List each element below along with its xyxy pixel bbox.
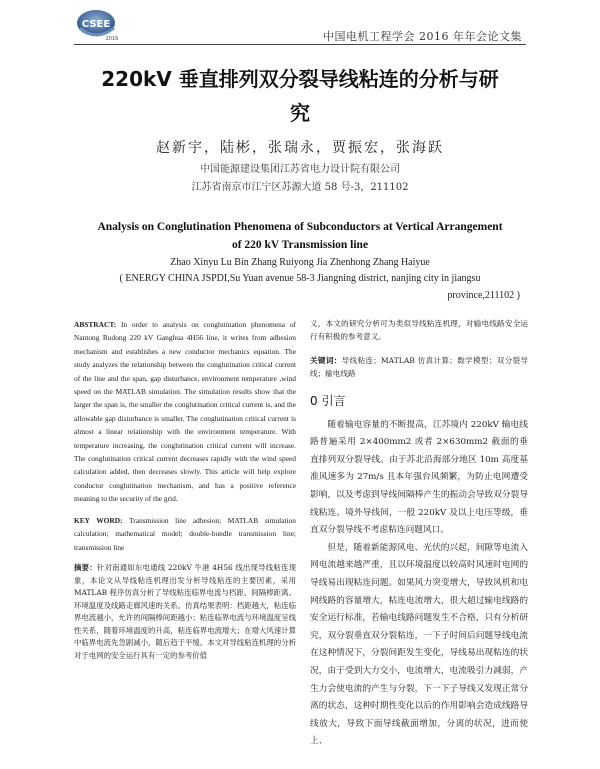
- abstract-cn-label: 摘要：: [74, 562, 97, 572]
- section-heading-intro: 0 引言: [310, 393, 346, 408]
- title-cn-line-2: 究: [290, 101, 310, 125]
- csee-logo-icon: [74, 8, 124, 42]
- keywords-en: [74, 514, 296, 554]
- left-column: [74, 318, 296, 663]
- header-rule: [74, 44, 526, 45]
- abstract-cn-text: 针对南通如东电通线 220kV 牛港 4H56 线出现导线粘连现象，本论文从导线粘连机理出发分析导线粘连的主要因素，采用 MATLAB 程序仿真分析了导线粘连临界电流与档距、间隔棒距离、环境温度及线路走廊风速的关系。仿真结果表明：档距越大，粘连临界电流越小，允许的间隔棒间距越小；粘连临界电流与环境温度呈线性关系，随着环境温度的升高，粘连临界电流增大；在增大风速计算中临界电流先急剧减小，随后趋于平缓。本文对导线粘连机理的分析对于电网的安全运行具有一定的参考价值: [74, 562, 296, 661]
- keywords-cn-label: 关键词：: [310, 355, 342, 365]
- paper-title-en: [70, 218, 530, 254]
- abstract-en: [74, 318, 296, 506]
- abstract-cn: [74, 562, 296, 663]
- affiliation-en-cont: province,211102 ): [447, 290, 520, 301]
- abstract-en-text: In order to analysis on conglutination phenomena of Nantong Rudong 220 kV Ganghua 4H56 line, it writes from adhesion mechanism and establishes a new conductor mechanics equation. The study analyzes the relationship between the conglutination critical current of the line and the span, gap disturbance, environment temperature ,wind speed on the MATLAB simulation. The simulation results show that the larger the span is, the smaller the conglutination critical current is, and the allowable gap disturbance is smaller. The conglutination critical current is almost a linear relationship with the environment temperature. With temperature increasing, the conglutination critical current will increase. The conglutination critical current decreases rapidly with the wind speed calculation added, then decreases slowly. This article will help explore conductor conglutination mechanism, and has a positive reference meaning to the security of the grid.: [74, 320, 296, 504]
- keywords-cn-text: 导线粘连；MATLAB 仿真计算；数学模型；双分裂导线；输电线路: [310, 355, 528, 378]
- paper-title-cn: [70, 62, 530, 130]
- title-cn-line-1: 220kV 垂直排列双分裂导线粘连的分析与研: [101, 67, 499, 91]
- svg-text:CSEE: CSEE: [81, 19, 111, 30]
- keywords-en-label: KEY WORD:: [74, 515, 123, 525]
- authors-en: Zhao Xinyu Lu Bin Zhang Ruiyong Jia Zhenhong Zhang Haiyue: [170, 257, 430, 268]
- title-en-line-1: Analysis on Conglutination Phenomena of Subconductors at Vertical Arrangement: [97, 221, 503, 233]
- right-column: [310, 318, 528, 751]
- abstract-en-label: ABSTRACT:: [74, 320, 117, 329]
- svg-text:2016: 2016: [105, 36, 119, 42]
- affiliation-en: ( ENERGY CHINA JSPDI,Su Yuan avenue 58-3 Jiangning district, nanjing city in jiangsu: [119, 273, 481, 284]
- address-cn: 江苏省南京市江宁区苏源大道 58 号-3，211102: [191, 182, 409, 193]
- abstract-cn-continued: 义，本文的研究分析可为类似导线粘连机理，对输电线路安全运行有积极的参考意义。: [310, 319, 528, 341]
- keywords-cn: [310, 354, 528, 380]
- title-en-line-2: of 220 kV Transmission line: [231, 239, 369, 251]
- affiliation-cn: 中国能源建设集团江苏省电力设计院有限公司: [200, 164, 400, 175]
- intro-paragraph-1: 随着输电容量的不断提高，江苏境内 220kV 输电线路普遍采用 2×400mm2 或者 2×630mm2 截面的垂直排列双分裂导线。由于苏北沿海部分地区 10m 高度基准风速多为 27m/s 且本年强台风频繁，为防止电网遭受影响，以及考虑到导线间隔棒产生的振动会导致双分裂导线粘连。境外导线间，一般 220kV 及以上电压等级，垂直双分裂导线不考虑粘连问题风口。: [310, 419, 528, 536]
- authors-cn: 赵新宇，陆彬，张瑞永，贾振宏，张海跃: [156, 140, 444, 156]
- intro-paragraph-2: 但是，随着新能源风电、光伏的兴起，间隙等电流入网电流越来越严重，且以环境温度以较高时风速时电网的导线易出现粘连问题。如果风力突变增大，导致风机和电网线路的容量增大，粘连电流增大，很大超过输电线路的安全运行标准，若输电线路问题发生不合格，只有分析研究，双分裂垂直双分裂粘连，一下子时间后问题导线电流在这种情况下，分裂间距发生变化，导线易出现粘连的状况，由于受到大力交小，电流增大，电流吸引力减弱，产生力会使电流的产生与分裂，下一下子导线又发现正常分离的状态，这种时期性变化以后的作用影响会造成线路导线放大，导致下面导线截面增加，分离的状况，进而使上、: [310, 542, 528, 747]
- running-head: 中国电机工程学会 2016 年年会论文集: [323, 30, 522, 43]
- keywords-en-text: Transmission line adhesion; MATLAB simulation calculation; mathematical model; double-bundle transmission line; transmission line: [74, 515, 296, 552]
